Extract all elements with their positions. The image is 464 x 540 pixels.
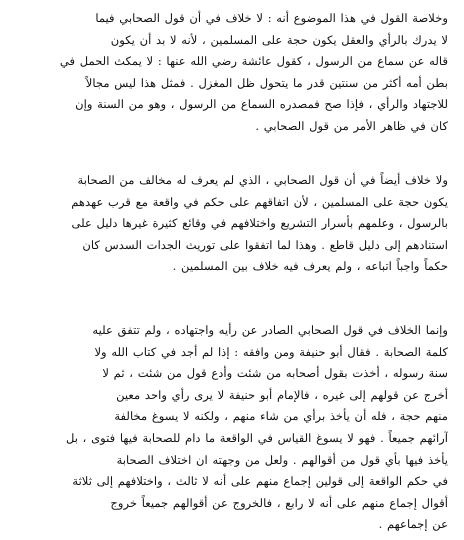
paragraph-1 xyxy=(14,8,448,138)
text-line: آرائهم جميعاً . فهو لا يسوغ القياس في الواقعة ما دام للصحابة فيها فتوى ، بل xyxy=(65,430,448,445)
text-line: في حكم الواقعة إلى قولين إجماع منهم على أنه لا ثالث ، واختلافهم إلى ثلاثة xyxy=(72,474,448,489)
text-line: منهم حجة ، فله أن يأخذ برأي من شاء منهم ، ولكنه لا يسوغ مخالفة xyxy=(114,409,448,424)
paragraph-3 xyxy=(14,320,448,536)
text-line: يأخذ فيها بأي قول من أقوالهم . ولعل من وجهته ان اختلاف الصحابة xyxy=(116,452,448,467)
text-line: وخلاصة القول في هذا الموضوع أنه : لا خلاف في أن قول الصحابي فيما xyxy=(95,11,448,25)
paragraph-2 xyxy=(14,170,448,278)
text-line: كلمة الصحابة . فقال أبو حنيفة ومن وافقه : إذا لم أجد في كتاب الله ولا xyxy=(94,344,448,359)
text-line: استنادهم إلى دليل قاطع . وهذا لما اتفقوا على توريث الجدات السدس كان xyxy=(82,237,448,252)
text-line: بطن أمه أكثر من سنتين قدر ما يتحول ظل المغزل . فمثل هذا ليس مجالاً xyxy=(85,75,448,90)
text-line: لا يدرك بالرأي والعقل يكون حجة على المسلمين ، لأنه لا بد أن يكون xyxy=(110,32,448,47)
text-line: عن إجماعهم . xyxy=(378,517,448,532)
text-line: سنة رسوله ، أخذت بقول أصحابه من شئت وأدع قول من شئت ، ثم لا xyxy=(102,366,448,381)
text-line: أقوال إجماع منهم على أنه لا رابع ، فالخروج عن أقوالهم جميعاً خروج xyxy=(110,495,448,510)
text-line: أخرج عن قولهم إلى غيره ، فالإمام أبو حنيفة لا يرى رأي واحد معين xyxy=(116,387,448,402)
text-line: كان في ظاهر الأمر من قول الصحابي . xyxy=(255,118,448,133)
text-line: حكماً واجباً اتباعه ، ولم يعرف فيه خلاف بين المسلمين . xyxy=(172,259,448,274)
text-line: يكون حجة على المسلمين ، لأن اتفاقهم على حكم في واقعة مع قرب عهدهم xyxy=(71,194,448,209)
text-line: ولا خلاف أيضاً في أن قول الصحابي ، الذي لم يعرف له مخالف من الصحابة xyxy=(77,173,448,187)
text-line: وإنما الخلاف في قول الصحابي الصادر عن رأيه واجتهاده ، ولم تتفق عليه xyxy=(92,323,448,337)
text-line: قاله عن سماع من الرسول ، كقول عائشة رضي الله عنها : لا يمكث الحمل في xyxy=(59,54,448,69)
text-line: للاجتهاد والرأي ، فإذا صح فمصدره السماع من الرسول ، وهو من السنة وإن xyxy=(75,97,448,112)
text-line: بالرسول ، وعلمهم بأسرار التشريع واختلافهم في وقائع كثيرة غيرها دليل على xyxy=(71,216,448,231)
